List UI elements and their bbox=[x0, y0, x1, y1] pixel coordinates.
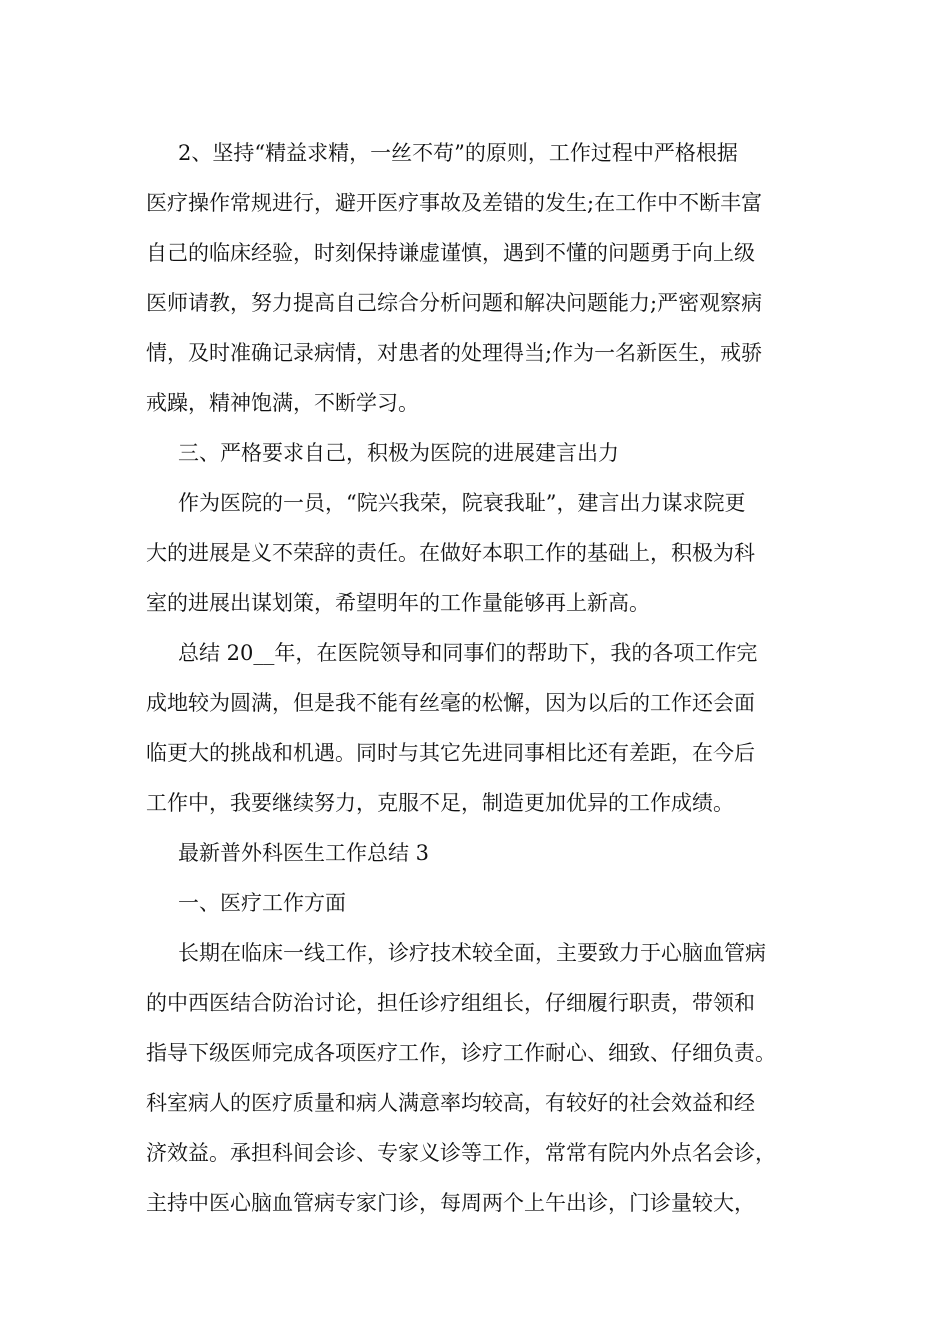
paragraph-line: 戒躁，精神饱满，不断学习。 bbox=[146, 391, 419, 415]
paragraph-line: 科室病人的医疗质量和病人满意率均较高，有较好的社会效益和经 bbox=[146, 1091, 755, 1115]
paragraph-line: 济效益。承担科间会诊、专家义诊等工作，常常有院内外点名会诊， bbox=[146, 1141, 776, 1165]
section-heading: 一、医疗工作方面 bbox=[178, 891, 346, 915]
paragraph-line: 情，及时准确记录病情，对患者的处理得当;作为一名新医生，戒骄 bbox=[146, 341, 763, 365]
section-heading: 三、严格要求自己，积极为医院的进展建言出力 bbox=[178, 441, 619, 465]
paragraph-line: 自己的临床经验，时刻保持谦虚谨慎，遇到不懂的问题勇于向上级 bbox=[146, 241, 755, 265]
paragraph-line: 大的进展是义不荣辞的责任。在做好本职工作的基础上，积极为科 bbox=[146, 541, 755, 565]
paragraph-line: 室的进展出谋划策，希望明年的工作量能够再上新高。 bbox=[146, 591, 650, 615]
paragraph-line: 医师请教，努力提高自己综合分析问题和解决问题能力;严密观察病 bbox=[146, 291, 763, 315]
paragraph-line: 主持中医心脑血管病专家门诊，每周两个上午出诊，门诊量较大， bbox=[146, 1191, 755, 1215]
document-title: 最新普外科医生工作总结 3 bbox=[178, 841, 430, 865]
document-body bbox=[146, 128, 836, 1228]
paragraph-line: 2、坚持“精益求精，一丝不苟”的原则，工作过程中严格根据 bbox=[178, 141, 738, 165]
paragraph-line: 作为医院的一员，“院兴我荣，院衰我耻”，建言出力谋求院更 bbox=[178, 491, 746, 515]
paragraph-line: 的中西医结合防治讨论，担任诊疗组组长，仔细履行职责，带领和 bbox=[146, 991, 755, 1015]
paragraph-line: 指导下级医师完成各项医疗工作，诊疗工作耐心、细致、仔细负责。 bbox=[146, 1041, 776, 1065]
paragraph-line: 成地较为圆满，但是我不能有丝毫的松懈，因为以后的工作还会面 bbox=[146, 691, 755, 715]
paragraph-line: 临更大的挑战和机遇。同时与其它先进同事相比还有差距，在今后 bbox=[146, 741, 755, 765]
paragraph-line: 医疗操作常规进行，避开医疗事故及差错的发生;在工作中不断丰富 bbox=[146, 191, 763, 215]
paragraph-line: 长期在临床一线工作，诊疗技术较全面，主要致力于心脑血管病 bbox=[178, 941, 766, 965]
paragraph-line: 工作中，我要继续努力，克服不足，制造更加优异的工作成绩。 bbox=[146, 791, 734, 815]
paragraph-line: 总结 20__年，在医院领导和同事们的帮助下，我的各项工作完 bbox=[178, 641, 758, 665]
